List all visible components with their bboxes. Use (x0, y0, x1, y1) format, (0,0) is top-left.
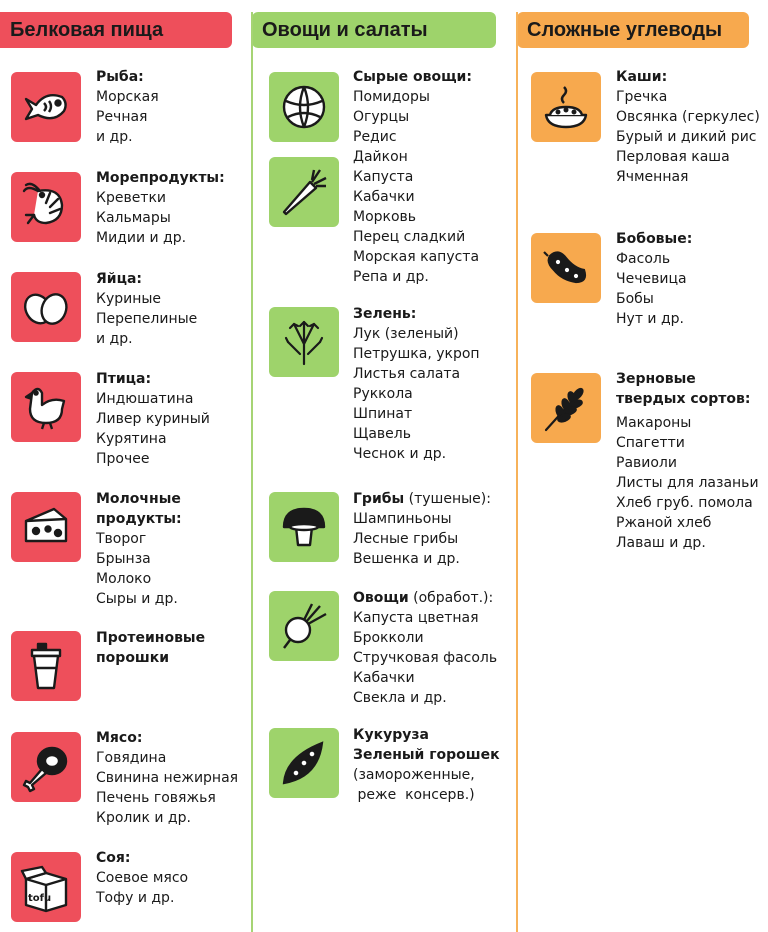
greens-line: Щавель (353, 426, 411, 442)
corn-text (353, 725, 500, 805)
cooked-veg-line: Свекла и др. (353, 690, 447, 706)
eggs-line: Куриные (96, 291, 162, 307)
cheese-icon (11, 492, 81, 562)
porridge-line: Гречка (616, 89, 668, 105)
meat-text (96, 728, 238, 828)
header-vegetables: Овощи и салаты (252, 12, 496, 48)
header-protein: Белковая пища (0, 12, 232, 48)
poultry-line: Индюшатина (96, 391, 194, 407)
porridge-line: Ячменная (616, 169, 689, 185)
grains-line: Листы для лазаньи (616, 475, 759, 491)
cabbage-icon (269, 72, 339, 142)
cooked-veg-line: Кабачки (353, 670, 415, 686)
eggs-line: и др. (96, 331, 133, 347)
powder-text (96, 628, 205, 668)
peapod-icon (269, 728, 339, 798)
beet-icon (269, 591, 339, 661)
meat-line: Печень говяжья (96, 790, 216, 806)
eggs-text (96, 269, 197, 349)
seafood-line: Мидии и др. (96, 230, 187, 246)
fish-text (96, 67, 159, 147)
soy-line: Тофу и др. (96, 890, 175, 906)
poultry-title: Птица: (96, 371, 152, 387)
grains-line: Лаваш и др. (616, 535, 706, 551)
grains-line: Ржаной хлеб (616, 515, 712, 531)
header-carbs: Сложные углеводы (517, 12, 749, 48)
porridge-line: Бурый и дикий рис (616, 129, 757, 145)
seafood-line: Кальмары (96, 210, 171, 226)
seafood-title: Морепродукты: (96, 170, 225, 186)
grains-line: Макароны (616, 415, 692, 431)
meat-line: Кролик и др. (96, 810, 191, 826)
raw-veg-line: Морская капуста (353, 249, 480, 265)
mushrooms-title: Грибы (353, 491, 405, 507)
soy-text (96, 848, 188, 908)
cooked-veg-note: (обработ.): (408, 590, 494, 606)
fish-line: Речная (96, 109, 148, 125)
dairy-line: Брынза (96, 551, 151, 567)
wheat-icon (531, 373, 601, 443)
eggs-icon (11, 272, 81, 342)
grains-title: твердых сортов: (616, 391, 751, 407)
fish-icon (11, 72, 81, 142)
dairy-line: Творог (96, 531, 147, 547)
soy-title: Соя: (96, 850, 131, 866)
raw-veg-line: Репа и др. (353, 269, 429, 285)
legumes-title: Бобовые: (616, 231, 693, 247)
greens-line: Петрушка, укроп (353, 346, 480, 362)
corn-title: Зеленый горошек (353, 747, 500, 763)
porridge-title: Каши: (616, 69, 668, 85)
mushrooms-line: Лесные грибы (353, 531, 459, 547)
corn-title: Кукуруза (353, 727, 429, 743)
raw-veg-line: Кабачки (353, 189, 415, 205)
grains-title: Зерновые (616, 371, 696, 387)
grains-line: Равиоли (616, 455, 677, 471)
legumes-line: Чечевица (616, 271, 687, 287)
shaker-icon (11, 631, 81, 701)
poultry-line: Прочее (96, 451, 150, 467)
greens-title: Зелень: (353, 306, 417, 322)
fish-line: Морская (96, 89, 159, 105)
fish-line: и др. (96, 129, 133, 145)
tofu-box-icon (11, 852, 81, 922)
corn-line: (замороженные, (353, 767, 475, 783)
mushrooms-text (353, 489, 491, 569)
grains-line: Спагетти (616, 435, 685, 451)
legumes-line: Бобы (616, 291, 654, 307)
porridge-bowl-icon (531, 72, 601, 142)
powder-title: порошки (96, 650, 170, 666)
divider-green (251, 12, 253, 932)
raw-veg-line: Перец сладкий (353, 229, 466, 245)
divider-orange (516, 12, 518, 932)
greens-line: Листья салата (353, 366, 461, 382)
ham-icon (11, 732, 81, 802)
herbs-icon (269, 307, 339, 377)
poultry-text (96, 369, 210, 469)
meat-line: Говядина (96, 750, 167, 766)
corn-line: реже консерв.) (353, 787, 475, 803)
meat-title: Мясо: (96, 730, 143, 746)
greens-line: Руккола (353, 386, 413, 402)
greens-text (353, 304, 480, 464)
mushroom-icon (269, 492, 339, 562)
carrot-icon (269, 157, 339, 227)
cooked-veg-title: Овощи (353, 590, 409, 606)
dairy-line: Молоко (96, 571, 152, 587)
raw-veg-text (353, 67, 479, 287)
legumes-line: Нут и др. (616, 311, 684, 327)
poultry-line: Ливер куриный (96, 411, 210, 427)
raw-veg-line: Капуста (353, 169, 414, 185)
mushrooms-note: (тушеные): (404, 491, 491, 507)
meat-line: Свинина нежирная (96, 770, 239, 786)
cooked-veg-line: Брокколи (353, 630, 424, 646)
eggs-line: Перепелиные (96, 311, 198, 327)
raw-veg-line: Дайкон (353, 149, 408, 165)
soy-line: Соевое мясо (96, 870, 189, 886)
dairy-line: Сыры и др. (96, 591, 178, 607)
fish-title: Рыба: (96, 69, 144, 85)
powder-title: Протеиновые (96, 630, 206, 646)
porridge-line: Перловая каша (616, 149, 730, 165)
dairy-title: Молочные (96, 491, 181, 507)
cooked-veg-text (353, 588, 497, 708)
porridge-text (616, 67, 760, 187)
cooked-veg-line: Стручковая фасоль (353, 650, 498, 666)
raw-veg-line: Морковь (353, 209, 417, 225)
dairy-text (96, 489, 182, 609)
legumes-line: Фасоль (616, 251, 671, 267)
grains-line: Хлеб груб. помола (616, 495, 753, 511)
seafood-text (96, 168, 225, 248)
raw-veg-line: Огурцы (353, 109, 410, 125)
seafood-line: Креветки (96, 190, 167, 206)
poultry-line: Курятина (96, 431, 167, 447)
hen-icon (11, 372, 81, 442)
porridge-line: Овсянка (геркулес) (616, 109, 760, 125)
cooked-veg-line: Капуста цветная (353, 610, 479, 626)
greens-line: Чеснок и др. (353, 446, 447, 462)
beans-icon (531, 233, 601, 303)
raw-veg-title: Сырые овощи: (353, 69, 472, 85)
mushrooms-line: Вешенка и др. (353, 551, 460, 567)
raw-veg-line: Редис (353, 129, 397, 145)
legumes-text (616, 229, 692, 329)
mushrooms-line: Шампиньоны (353, 511, 452, 527)
raw-veg-line: Помидоры (353, 89, 430, 105)
dairy-title: продукты: (96, 511, 182, 527)
shrimp-icon (11, 172, 81, 242)
eggs-title: Яйца: (96, 271, 143, 287)
greens-line: Лук (зеленый) (353, 326, 459, 342)
tofu-label: tofu (28, 893, 52, 904)
grains-text (616, 369, 759, 553)
greens-line: Шпинат (353, 406, 413, 422)
